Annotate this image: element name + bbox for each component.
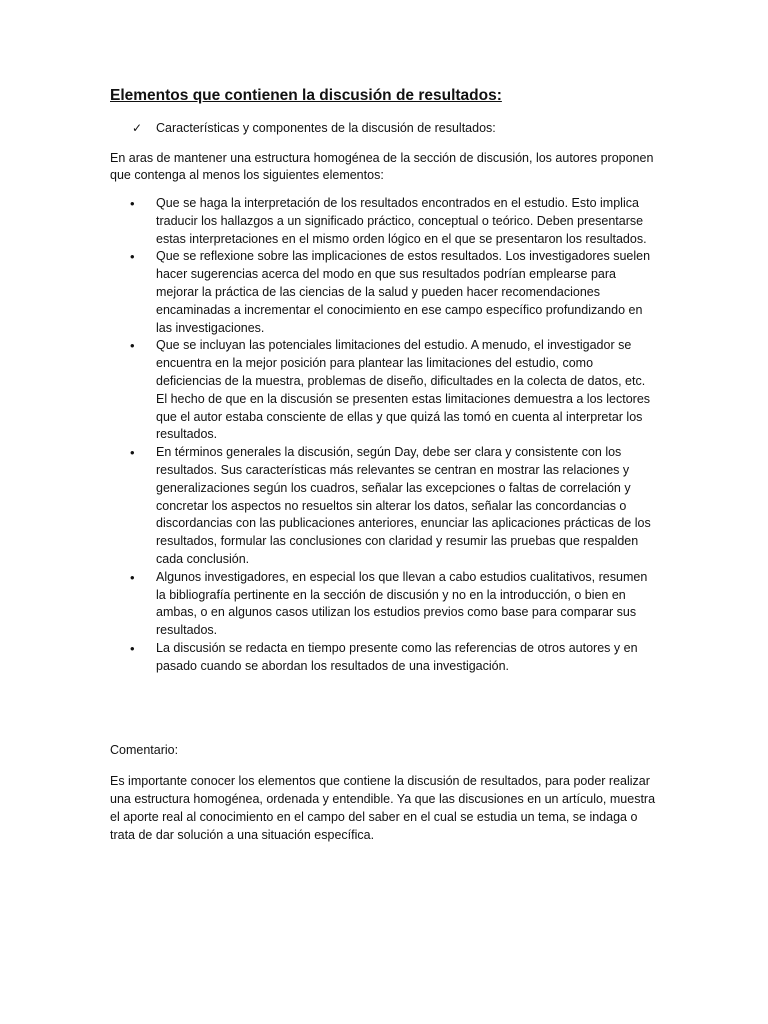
list-item-text: Algunos investigadores, en especial los que llevan a cabo estudios cualitativos, resumen la bibliografía pertinente en la sección de discusión y no en la introducción, o bien en ambas, o en algunos casos utilizan los estudios previos como base para comparar sus resultados. <box>156 569 648 638</box>
list-item <box>110 569 658 640</box>
list-item-text: Que se haga la interpretación de los resultados encontrados en el estudio. Esto implica traducir los hallazgos a un significado práctico, conceptual o teórico. Deben presentarse estas interpretaciones en el mismo orden lógico en el que se presentaron los resultados. <box>156 196 647 246</box>
list-item-text: La discusión se redacta en tiempo presente como las referencias de otros autores y en pasado cuando se abordan los resultados de una investigación. <box>156 641 638 673</box>
list-item-text: Que se incluyan las potenciales limitaciones del estudio. A menudo, el investigador se encuentra en la mejor posición para plantear las limitaciones del estudio, como deficiencias de la muestra, problemas de diseño, dificultades en la colecta de datos, etc. El hecho de que en la discusión se presenten estas limitaciones demuestra a los lectores que el autor estaba consciente de ellas y que quizá las tomó en cuenta al interpretar los resultados. <box>156 338 651 442</box>
subheading-text: Características y componentes de la discusión de resultados: <box>156 121 496 135</box>
bullet-dot-icon: • <box>130 249 135 265</box>
bullet-dot-icon: • <box>130 445 135 461</box>
list-item <box>110 195 658 248</box>
list-item <box>110 444 658 569</box>
list-item-text: En términos generales la discusión, según Day, debe ser clara y consistente con los resultados. Sus características más relevantes se centran en mostrar las relaciones y generalizaciones según los cuadros, señalar las excepciones o faltas de correlación y concretar los aspectos no resueltos sin alterar los datos, señalar las concordancias o discordancias con las publicaciones anteriores, enunciar las aplicaciones prácticas de los resultados, formular las conclusiones con claridad y resumir las pruebas que respalden cada conclusión. <box>156 445 651 567</box>
subheading-row <box>132 120 658 138</box>
comment-paragraph: Es importante conocer los elementos que contiene la discusión de resultados, para poder realizar una estructura homogénea, ordenada y entendible. Ya que las discusiones en un artículo, muestra el aporte real al conocimiento en el campo del saber en el cual se estudia un tema, se indaga o trata de dar solución a una situación específica. <box>110 774 656 842</box>
section-spacer <box>110 676 658 742</box>
bullet-dot-icon: • <box>130 196 135 212</box>
list-item <box>110 337 658 444</box>
intro-paragraph: En aras de mantener una estructura homogénea de la sección de discusión, los autores proponen que contenga al menos los siguientes elementos: <box>110 150 654 183</box>
bullet-dot-icon: • <box>130 641 135 657</box>
document-title: Elementos que contienen la discusión de resultados: <box>110 87 502 104</box>
check-icon: ✓ <box>132 121 143 135</box>
list-item <box>110 640 658 676</box>
list-item <box>110 248 658 337</box>
elements-list <box>110 195 658 676</box>
bullet-dot-icon: • <box>130 338 135 354</box>
comment-label: Comentario: <box>110 742 179 757</box>
bullet-dot-icon: • <box>130 569 135 585</box>
list-item-text: Que se reflexione sobre las implicaciones de estos resultados. Los investigadores suelen hacer sugerencias acerca del modo en que sus resultados podrían emplearse para mejorar la práctica de las ciencias de la salud y pueden hacer recomendaciones encaminadas a incrementar el conocimiento en ese campo específico profundizando en las investigaciones. <box>156 249 651 335</box>
document-page <box>110 86 658 855</box>
